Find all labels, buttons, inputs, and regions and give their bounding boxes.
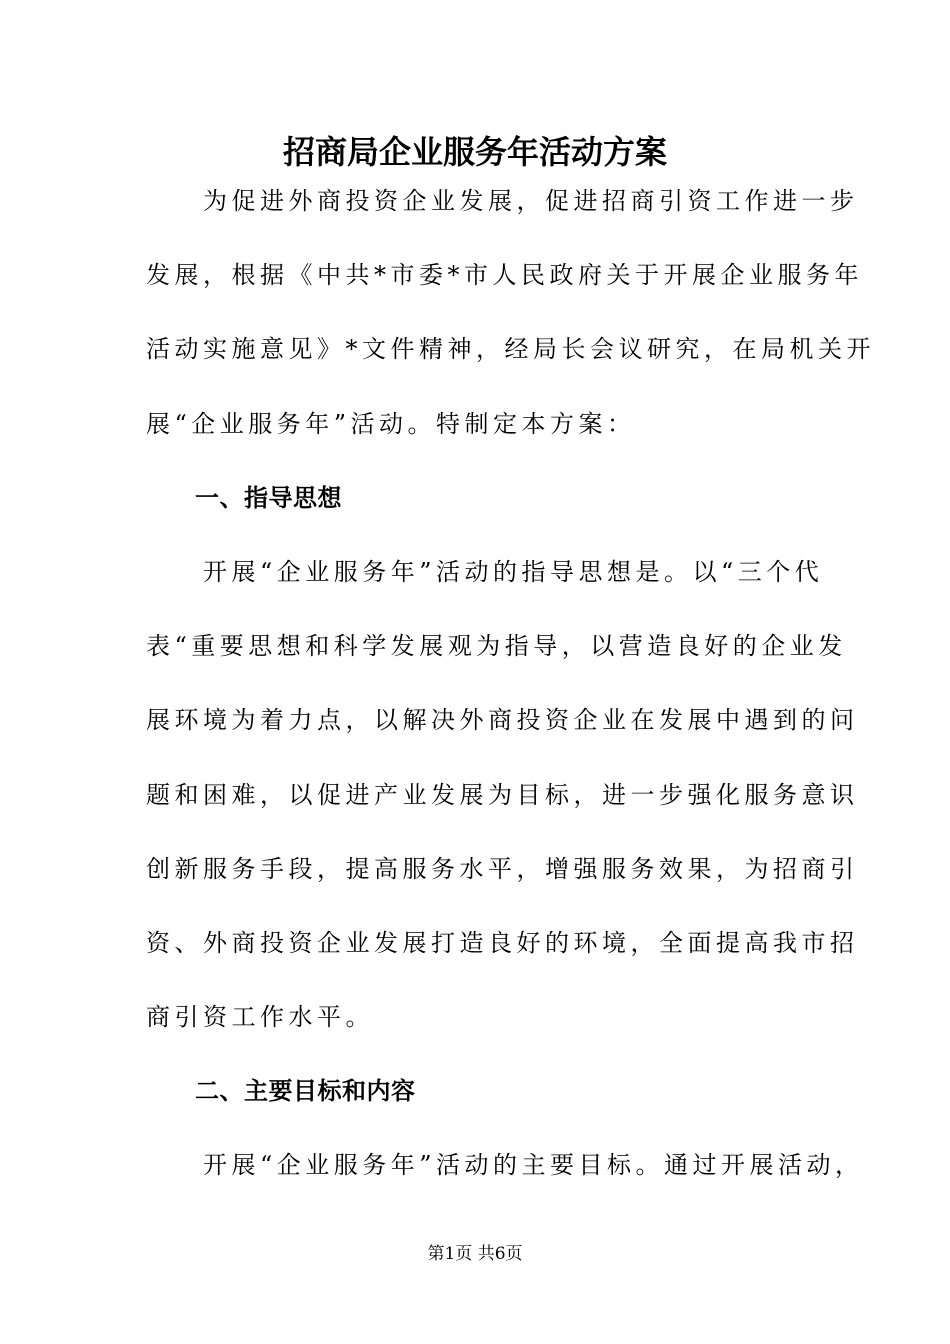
section-heading: 二、主要目标和内容 <box>146 1077 416 1106</box>
body-line: 资、外商投资企业发展打造良好的环境，全面提高我市招 <box>146 928 859 957</box>
body-line: 展环境为着力点，以解决外商投资企业在发展中遇到的问 <box>146 706 859 735</box>
document-title: 招商局企业服务年活动方案 <box>282 133 667 171</box>
body-line: 为促进外商投资企业发展，促进招商引资工作进一步 <box>146 187 859 215</box>
body-line: 商引资工作水平。 <box>146 1003 374 1032</box>
body-line: 开展“企业服务年”活动的主要目标。通过开展活动， <box>146 1151 864 1180</box>
body-line: 发展，根据《中共*市委*市人民政府关于开展企业服务年 <box>146 261 863 290</box>
body-line: 表“重要思想和科学发展观为指导，以营造良好的企业发 <box>146 632 847 661</box>
section-heading: 一、指导思想 <box>146 483 342 512</box>
body-line: 展“企业服务年”活动。特制定本方案： <box>146 409 636 438</box>
body-line: 活动实施意见》*文件精神，经局长会议研究，在局机关开 <box>146 335 875 364</box>
page-footer: 第1页 共6页 <box>427 1244 523 1264</box>
body-line: 题和困难，以促进产业发展为目标，进一步强化服务意识 <box>146 780 859 809</box>
document-body <box>146 164 875 1203</box>
body-line: 开展“企业服务年”活动的指导思想是。以“三个代 <box>146 557 824 586</box>
body-line: 创新服务手段，提高服务水平，增强服务效果，为招商引 <box>146 854 859 883</box>
